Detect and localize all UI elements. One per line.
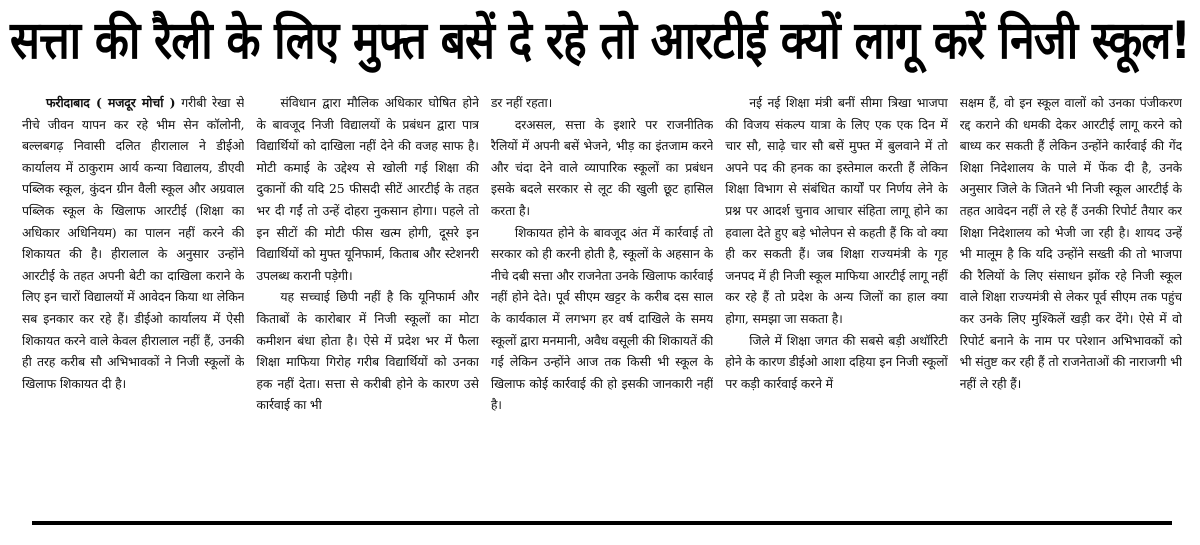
byline: फरीदाबाद ( मजदूर मोर्चा ) (46, 95, 176, 110)
paragraph: संविधान द्वारा मौलिक अधिकार घोषित होने के बावजूद निजी विद्यालयों के प्रबंधन द्वारा पात्र विद्यार्थियों को दाखिला नहीं देने की वजह साफ है। मोटी कमाई के उद्देश्य से खोली गई शिक्षा की दुकानों की यदि 25 फीसदी सीटें आरटीई के तहत भर दी गईं तो उन्हें दोहरा नुकसान होगा। पहले तो इन सीटों की मोटी फीस खत्म होगी, दूसरे इन विद्यार्थियों को मुफ्त यूनिफार्म, किताब और स्टेशनरी उपलब्ध करानी पड़ेगी। (256, 95, 479, 283)
paragraph: शिकायत होने के बावजूद अंत में कार्रवाई तो सरकार को ही करनी होती है, स्कूलों के अहसान के नीचे दबी सत्ता और राजनेता उनके खिलाफ कार्रवाई नहीं होने देते। पूर्व सीएम खट्टर के करीब दस साल के कार्यकाल में लगभग हर वर्ष दाखिले के समय स्कूलों द्वारा मनमानी, अवैध वसूली की शिकायतें की गई लेकिन उन्होंने आज तक किसी भी स्कूल के खिलाफ कोई कार्रवाई की हो इसकी जानकारी नहीं है। (490, 224, 714, 413)
paragraph: दरअसल, सत्ता के इशारे पर राजनीतिक रैलियों में अपनी बसें भेजने, भीड़ का इंतजाम करने और चंदा देने वाले व्यापारिक स्कूलों का प्रबंधन इसके बदले सरकार से लूट की खुली छूट हासिल करता है। (490, 116, 714, 218)
paragraph: जिले में शिक्षा जगत की सबसे बड़ी अथॉरिटी होने के कारण डीईओ आशा दहिया इन निजी स्कूलों पर कड़ी कार्रवाई करने में (725, 332, 948, 391)
article-body (22, 92, 1182, 512)
lead-paragraph (22, 92, 244, 394)
column-5 (960, 92, 1182, 512)
column-2 (256, 92, 478, 512)
bottom-divider (32, 521, 1172, 525)
paragraph: डर नहीं रहता। (490, 95, 553, 110)
lead-text: गरीबी रेखा से नीचे जीवन यापन कर रहे भीम सेन कॉलोनी, बल्लबगढ़ निवासी दलित हीरालाल ने डीईओ कार्यालय में ठाकुराम आर्य कन्या विद्यालय, डीएवी पब्लिक स्कूल, कुंदन ग्रीन वैली स्कूल और अग्रवाल पब्लिक स्कूल के खिलाफ आरटीई (शिक्षा का अधिकार अधिनियम) का पालन नहीं करने की शिकायत की है। हीरालाल के अनुसार उन्होंने आरटीई के तहत अपनी बेटी का दाखिला कराने के लिए इन चारों विद्यालयों में आवेदन किया था लेकिन सब इनकार कर रहे हैं। डीईओ कार्यालय में ऐसी शिकायत करने वाले केवल हीरालाल नहीं हैं, उनकी ही तरह करीब सौ अभिभावकों ने निजी स्कूलों के खिलाफ शिकायत दी है। (22, 95, 245, 391)
paragraph: सक्षम हैं, वो इन स्कूल वालों को उनका पंजीकरण रद्द कराने की धमकी देकर आरटीई लागू करने को बाध्य कर सकती हैं लेकिन उन्होंने कार्रवाई की गेंद शिक्षा निदेशालय के पाले में फेंक दी है, उनके अनुसार जिले के जितने भी निजी स्कूल आरटीई के तहत आवेदन नहीं ले रहे हैं उनकी रिपोर्ट तैयार कर शिक्षा निदेशालय को भेजी जा रही है। शायद उन्हें भी मालूम है कि यदि उन्होंने सख्ती की तो भाजपा की रैलियों के लिए संसाधन झोंक रहे निजी स्कूल वाले शिक्षा राज्यमंत्री से लेकर पूर्व सीएम तक पहुंच कर उनके लिए मुश्किलें खड़ी कर देंगे। ऐसे में वो रिपोर्ट बनाने के नाम पर परेशान अभिभावकों को भी संतुष्ट कर रही हैं तो राजनेताओं की नाराजगी भी नहीं ले रही हैं। (959, 95, 1183, 391)
headline-banner (0, 0, 1200, 82)
column-4 (725, 92, 947, 512)
headline: सत्ता की रैली के लिए मुफ्त बसें दे रहे तो आरटीई क्यों लागू करें निजी स्कूल! (10, 11, 1190, 71)
paragraph: यह सच्चाई छिपी नहीं है कि यूनिफार्म और किताबों के कारोबार में निजी स्कूलों का मोटा कमीशन बंधा होता है। ऐसे में प्रदेश भर में फैला शिक्षा माफिया गिरोह गरीब विद्यार्थियों को उनका हक नहीं देता। सत्ता से करीबी होने के कारण उसे कार्रवाई का भी (256, 289, 479, 413)
column-1 (22, 92, 244, 512)
column-3 (491, 92, 713, 512)
paragraph: नई नई शिक्षा मंत्री बनीं सीमा त्रिखा भाजपा की विजय संकल्प यात्रा के लिए एक एक दिन में चार सौ, साढ़े चार सौ बसें मुफ्त में बुलवाने में तो अपने पद की हनक का इस्तेमाल करती हैं लेकिन शिक्षा विभाग से संबंधित कार्यों पर निर्णय लेने के प्रश्न पर आदर्श चुनाव आचार संहिता लागू होने का हवाला देते हुए बड़े भोलेपन से कहती हैं कि वो क्या ही कर सकती हैं। जब शिक्षा राज्यमंत्री के गृह जनपद में ही निजी स्कूल माफिया आरटीई लागू नहीं कर रहे हैं तो प्रदेश के अन्य जिलों का हाल क्या होगा, समझा जा सकता है। (725, 95, 948, 326)
